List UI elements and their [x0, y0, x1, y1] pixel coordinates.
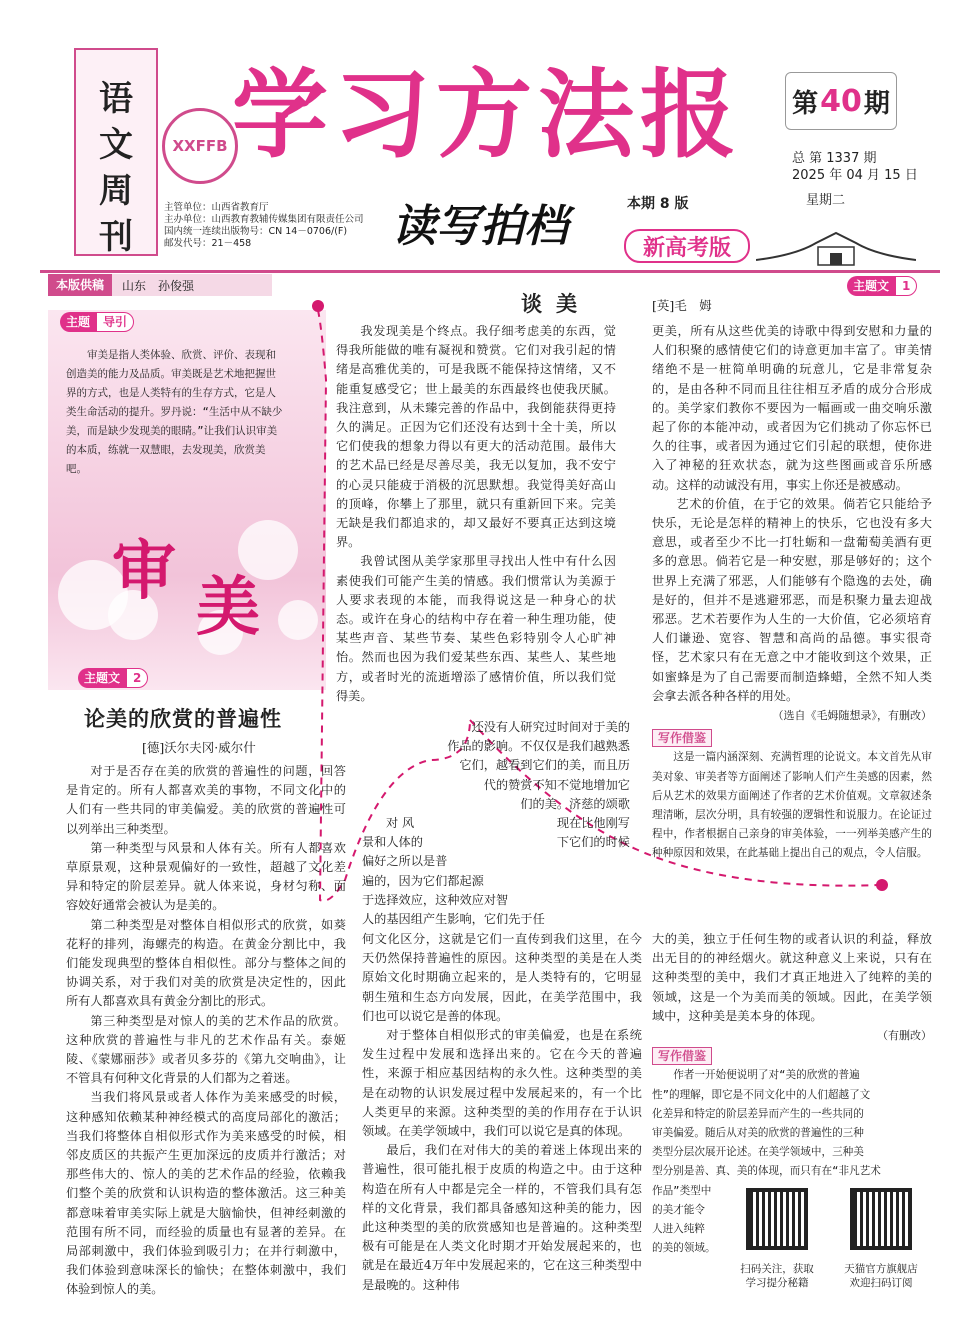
caption-line: 学习提分秘籍: [745, 1277, 809, 1289]
newspaper-logo: [162, 108, 238, 184]
comment-line: 审美偏爱。随后从对美的欣赏的普遍性的三种: [652, 1127, 864, 1140]
caption-line: 天猫官方旗舰店: [844, 1263, 918, 1275]
paragraph: 何文化区分，这就是它们一直传到我们这里，在今天仍然保持普遍性的原因。这种类型的美是在人类原始文化时期确立起来的，是人类特有的，它明显朝生殖和生态方向发展，因此，在美学范围中，我们也可以说它是善的体现。: [362, 932, 642, 1023]
caption-line: 扫码关注，获取: [740, 1263, 814, 1275]
guide-tag-label: 主题: [60, 312, 96, 332]
guide-big-char-1: 审: [112, 534, 176, 609]
total-issue: 总 第 1337 期: [792, 151, 877, 166]
contributor-tag: 本版供稿: [48, 274, 112, 296]
paragraph: 更美，所有从这些优美的诗歌中得到安慰和力量的人们积聚的感情使它们的诗意更加丰富了。审美情绪绝不是一桩简单明确的玩意儿，它是非常复杂的，是由各种不同而且往往相互矛盾的成分合形成的。美学家们教你不要因为一幅画或一曲交响乐激起了你的本能冲动，或者因为它们挑动了你忘怀已久的往事，或者因为通过它们引起的联想，使你进入了神秘的狂欢状态，就为这些图画或音乐所感动。这样的动诚没有用，事实上你还是被感动。: [652, 324, 932, 492]
writing-tag: 写作借鉴: [652, 729, 712, 747]
comment-line: 的美的领域。: [652, 1242, 716, 1255]
comment-line: 类型分层次展开论述。在美学领域中，三种美: [652, 1146, 864, 1159]
article1-source: （选自《毛姆随想录》，有删改）: [772, 709, 932, 723]
publisher-line: 主管单位：山西省教育厅: [164, 202, 269, 213]
article2-staggered: [362, 814, 622, 929]
newspaper-title: 学习方法报: [232, 58, 742, 171]
guide-tag-label2: 导引: [96, 312, 134, 332]
contributor-province: 山东: [122, 278, 147, 293]
text-line: 于选择效应，这种效应对智: [362, 892, 509, 907]
topic-number: 1: [895, 276, 917, 296]
paragraph: 当我们将风景或者人体作为美来感受的时候，这种感知依赖某种神经模式的高度局部化的激活；当我们将整体自相似形式作为美来感受的时候，相邻皮质区的共振产生更加深远的皮质并行激活；对那些伟大的、惊人的美的艺术作品的经验，依赖我们整个美的欣赏和认识构造的整体激活。这三种美都意味着审美实际上就是大脑愉快，但神经刺激的范围有所不同，而经验的质量也有显著的差异。在局部刺激中，我们体验到吸引力；在并行刺激中，我们体验到意味深长的愉快；在整体刺激中，我们体验到惊人的美。: [66, 1090, 346, 1297]
column-name: 语文周刊: [99, 79, 133, 257]
paragraph: 第三种类型是对惊人的美的艺术作品的欣赏。这种欣赏的普遍性与非凡的艺术作品有关。泰姬陵、《蒙娜丽莎》或者贝多芬的《第九交响曲》，让不管具有何种文化背景的人们都为之着迷。: [66, 1013, 346, 1086]
comment-line: 性”的理解，即它是不同文化中的人们超越了文: [652, 1088, 871, 1101]
topic-number: 2: [126, 668, 148, 688]
article1-body-right: [652, 322, 932, 864]
contributor-name: 孙俊强: [158, 278, 195, 293]
qr-caption-left: [730, 1262, 824, 1290]
guide-big-char-2: 美: [196, 570, 260, 645]
newspaper-subtitle: 读写拍档: [392, 201, 568, 252]
article1-comment: 这是一篇内涵深刻、充满哲理的论说文。本文首先从审美对象、审美者等方面阐述了影响人们产生美感的因素，然后从艺术的效果方面阐述了作者的艺术价值观。文章叙述条理清晰，层次分明，具有较强的逻辑性和说服力。在论证过程中，作者根据自己亲身的审美体验，一一列举美感产生的种种原因和效果，在此基础上提出自己的观点，令人信服。: [652, 751, 932, 860]
publisher-info: [164, 202, 364, 250]
comment-line: 型分别是善、真、美的体现，而只有在“非凡艺术: [652, 1165, 881, 1178]
article2-title: 论美的欣赏的普遍性: [84, 707, 282, 731]
comment-line: 人进入纯粹: [652, 1223, 705, 1236]
text-line: 它们，越看到它们的美，而且历: [459, 758, 630, 773]
text-line: 人的基因组产生影响，它们先于任: [362, 912, 545, 927]
issue-suffix: 期: [863, 88, 890, 119]
qr-caption-right: [834, 1262, 928, 1290]
logo-text: XXFFB: [172, 137, 228, 155]
roof-illustration: [756, 225, 916, 270]
text-line: 下它们的时候: [556, 835, 630, 850]
text-line: 现在比他刚写: [556, 816, 630, 831]
guide-text: 审美是指人类体验、欣赏、评价、表现和创造美的能力及品质。审美既是艺术地把握世界的方式，也是人类特有的生存方式，它是人类生命活动的提升。罗丹说：“生活中从不缺少美，而是缺少发现美的眼睛。”让我们认识审美的本质，练就一双慧眼，去发现美，欣赏美吧。: [66, 349, 283, 475]
comment-line: 作品”类型中: [652, 1184, 712, 1197]
paragraph: 我发现美是个终点。我仔细考虑美的东西，觉得我所能做的唯有凝视和赞赏。它们对我引起的情绪是高雅优美的，可是我既不能保持这情绪，又不能重复感受它；世上最美的东西最终也使我厌腻。我注意到，从未臻完善的作品中，我倒能获得更持久的满足。正因为它们还没有达到十全十美，所以它们使我的想象力得以有更大的活动范围。最伟大的艺术品已经是尽善尽美，我无以复加，我不安宁的心灵只能疲于消极的沉思默想。我觉得美好高山的顶峰，你攀上了那里，就只有重新回下来。完美无缺是我们都追求的，却又最好不要真正达到这境界。: [336, 324, 616, 550]
article2-topic-tag: [78, 668, 148, 688]
issue-number-box: [785, 72, 897, 130]
paragraph: 对于是否存在美的欣赏的普遍性的问题，回答是肯定的。所有人都喜欢美的事物，不同文化中的人们有一些共同的审美偏爱。美的欣赏的普遍性可以列举出三种类型。: [66, 764, 346, 836]
topic-label: 主题文: [78, 668, 126, 688]
publisher-line: 主办单位：山西教育教辅传媒集团有限责任公司: [164, 214, 364, 225]
qr-code-store[interactable]: [850, 1188, 912, 1250]
issue-prefix: 第: [792, 88, 819, 119]
publisher-line: 邮发代号：21－458: [164, 238, 252, 249]
article1-comment-tag-wrap: [652, 729, 932, 748]
text-line: 景和人体的: [362, 835, 423, 850]
caption-line: 欢迎扫码订阅: [849, 1277, 913, 1289]
text-line: 遍的，因为它们都起源: [362, 873, 484, 888]
article1-title: 谈美: [521, 292, 591, 316]
edition-badge: 新高考版: [624, 229, 750, 263]
paragraph: 大的美，独立于任何生物的或者认识的利益，释放出无目的的神经烟火。就这种意义上来说，只有在这种类型的美中，我们才真正地进入了纯粹的美的领域，这是一个为美而美的领域。因此，在美学领域中，这种美是美本身的体现。: [652, 932, 932, 1023]
paragraph: 第二种类型是对整体自相似形式的欣赏，如葵花籽的排列，海螺壳的构造。在黄金分割比中，我们能发现典型的整体自相似性。部分与整体之间的协调关系，对于我们对美的欣赏是决定性的，因此所有人都喜欢具有黄金分割比的形式。: [66, 917, 346, 1009]
article1-author: [英]毛 姆: [652, 298, 712, 313]
header-rule: [40, 270, 940, 273]
text-line: 作品的影响。不仅仅是我们越熟悉: [447, 739, 630, 754]
text-line: 对 风: [386, 816, 415, 830]
publisher-line: 国内统一连续出版物号：CN 14－0706/(F): [164, 226, 348, 237]
comment-line: 作者一开始便说明了对“美的欣赏的普遍: [673, 1069, 860, 1082]
issue-meta: [792, 150, 918, 209]
article2-comment-tag-wrap: [652, 1047, 932, 1066]
guide-tag: [60, 312, 134, 332]
text-line: 偏好之所以是普: [362, 854, 448, 869]
topic-label: 主题文: [847, 276, 895, 296]
article2-body-mid: [362, 930, 642, 1295]
text-line: 代的赞赏不知不觉地增加它: [483, 777, 630, 792]
article1-topic-tag: [847, 276, 917, 296]
contributor-bar: [48, 274, 272, 296]
paragraph: 我曾试图从美学家那里寻找出人性中有什么因素使我们可能产生美的情感。我们惯常认为美源于人要求表现的本能，而我得说这是一种身心的状态。或许在身心的结构中存在着一种生理功能，使某些声音、某些节奏、某些色彩特别令人心旷神怡。然而也因为我们爱某些东西、某些人、某些地方，或者时光的流逝增添了感情价值，所以我们觉得美。: [336, 554, 616, 703]
article2-author: [德]沃尔夫冈·威尔什: [142, 740, 256, 755]
paragraph: 艺术的价值，在于它的效果。倘若它只能给予快乐，无论是怎样的精神上的快乐，它也没有多大意思，或者至少不比一打牡蛎和一盘葡萄美酒有更多的意思。倘若它是一种安慰，那是够好的；这个世界上充满了邪恶，人们能够有个隐逸的去处，确是好的，但并不是逃避邪恶，而是积聚力量去迎战邪恶。艺术若要作为人生的一大价值，它必须培育人们谦逊、宽容、智慧和高尚的品德。事实很奇怪，艺术家只有在无意之中才能收到这个效果，正如蜜蜂是为了自己需要而制造蜂蜡，全然不知人类会拿去派各种各样的用处。: [652, 496, 932, 703]
issue-date: 2025 年 04 月 15 日: [792, 168, 918, 183]
comment-line: 的美才能令: [652, 1203, 705, 1216]
text-line: 们的美。济慈的颂歌: [520, 796, 630, 811]
writing-tag: 写作借鉴: [652, 1047, 712, 1065]
article2-source: （有删改）: [877, 1029, 932, 1043]
issue-number: 40: [820, 83, 862, 119]
text-line: 还没有人研究过时间对于美的: [471, 720, 630, 734]
page-count: 本期 8 版: [627, 196, 689, 212]
article2-body: [66, 762, 346, 1300]
qr-code-follow[interactable]: [746, 1188, 808, 1250]
article1-body-mid: [336, 322, 616, 706]
weekday: 星期二: [806, 193, 846, 208]
paragraph: 对于整体自相似形式的审美偏爱，也是在系统发生过程中发展和选择出来的。它在今天的普遍性，来源于相应基因结构的永久性。这种类型的美是在动物的认识发展过程中发展起来的，有一个比人类更早的来源。这种类型的美的作用存在于认识领域。在美学领域中，我们可以说它是真的体现。: [362, 1028, 642, 1139]
paragraph: 最后，我们在对伟大的美的着迷上体现出来的普遍性，很可能扎根于皮质的构造之中。由于这种构造在所有人中都是完全一样的，不管我们具有怎样的文化背景，我们都具备感知这种美的能力，因此这种类型的美的欣赏感知也是普遍的。这种类型极有可能是在人类文化时期才开始发展起来的，也就是在最近4万年中发展起来的，它在这三种类型中是最晚的。这种伟: [362, 1143, 642, 1292]
paragraph: 第一种类型与风景和人体有关。所有人都喜欢草原景观，这种景观偏好的一致性，超越了文化差异和特定的阶层差异。就人体来说，身材匀称、面容姣好通常会被认为是美的。: [66, 840, 346, 913]
comment-line: 化差异和特定的阶层差异而产生的一些共同的: [652, 1107, 864, 1120]
